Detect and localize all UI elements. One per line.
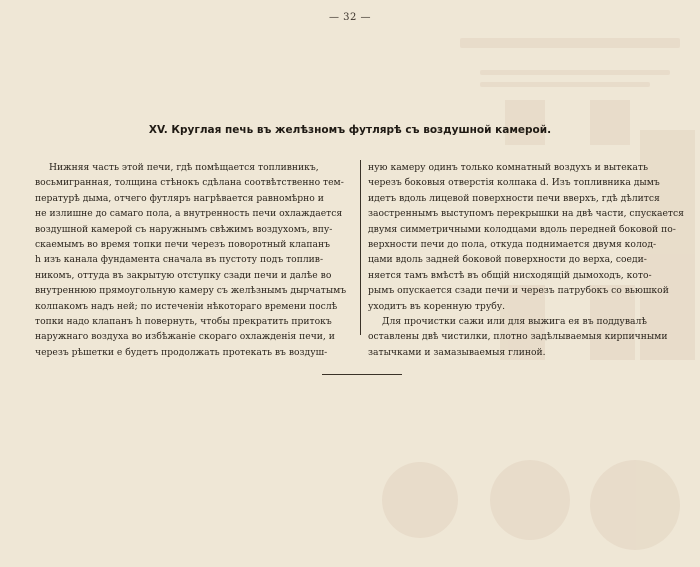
section-title: XV. Круглая печь въ желѣзномъ футлярѣ съ воздушной камерой.	[148, 124, 552, 136]
text-line: топки надо клапанъ h повернуть, чтобы прекратить притокъ	[35, 316, 332, 328]
text-line: внутреннюю прямоугольную камеру съ желѣзнымъ дырчатымъ	[35, 285, 347, 297]
text-line: оставлены двѣ чистилки, плотно задѣлываемыя кирпичными	[368, 331, 668, 343]
show-through-heading	[460, 38, 680, 48]
text-line: пературѣ дыма, отчего футляръ нагрѣвается равномѣрно и	[35, 192, 324, 204]
text-line: черезъ боковыя отверстія колпака d. Изъ топливника дымъ	[368, 177, 660, 189]
show-through-block	[590, 100, 630, 145]
text-line: двумя симметричными колодцами вдоль передней боковой по-	[368, 223, 676, 235]
text-line: никомъ, оттуда въ закрытую отступку сзади печи и далѣе во	[35, 269, 332, 281]
text-line: идетъ вдоль лицевой поверхности печи вверхъ, гдѣ дѣлится	[368, 192, 660, 204]
text-line: h изъ канала фундамента сначала въ пустоту подъ топлив-	[35, 254, 324, 266]
show-through-line	[480, 82, 650, 87]
end-rule	[322, 374, 402, 375]
show-through-line	[480, 70, 670, 75]
text-line: рымъ опускается сзади печи и черезъ патрубокъ со вьюшкой	[368, 285, 669, 297]
show-through-circle	[590, 460, 680, 550]
text-line: няется тамъ вмѣстѣ въ общій нисходящій дымоходъ, кото-	[368, 269, 652, 281]
text-line: наружнаго воздуха во избѣжаніе скораго охлажденія печи, и	[35, 331, 335, 343]
text-line: Нижняя часть этой печи, гдѣ помѣщается топливникъ,	[49, 162, 319, 173]
column-divider	[360, 160, 361, 335]
text-line: заостреннымъ выступомъ перекрышки на двѣ части, спускается	[368, 208, 684, 220]
right-column	[368, 160, 683, 360]
text-line: цами вдоль задней боковой поверхности до верха, соеди-	[368, 254, 647, 266]
text-line: затычками и замазываемыя глиной.	[368, 346, 546, 358]
text-line: уходитъ въ коренную трубу.	[368, 300, 506, 312]
text-line: колпакомъ надъ ней; по истеченіи нѣкотораго времени послѣ	[35, 300, 338, 312]
page-number: — 32 —	[328, 12, 372, 23]
text-line: черезъ рѣшетки e будетъ продолжать протекать въ воздуш-	[35, 346, 328, 358]
left-column	[35, 160, 353, 360]
text-line: воздушной камерой съ наружнымъ свѣжимъ воздухомъ, впу-	[35, 223, 333, 235]
text-line: верхности печи до пола, откуда поднимается двумя колод-	[368, 239, 657, 251]
text-line: скаемымъ во время топки печи черезъ поворотный клапанъ	[35, 239, 330, 251]
text-line: не излишне до самаго пола, а внутренность печи охлаждается	[35, 208, 343, 220]
text-line: ную камеру одинъ только комнатный воздухъ и вытекать	[368, 162, 648, 173]
show-through-circle	[490, 460, 570, 540]
show-through-circle	[382, 462, 458, 538]
text-line: восьмигранная, толщина стѣнокъ сдѣлана соотвѣтственно тем-	[35, 177, 344, 189]
show-through-block	[505, 100, 545, 145]
text-line: Для прочистки сажи или для выжига ея въ поддувалѣ	[382, 316, 647, 328]
